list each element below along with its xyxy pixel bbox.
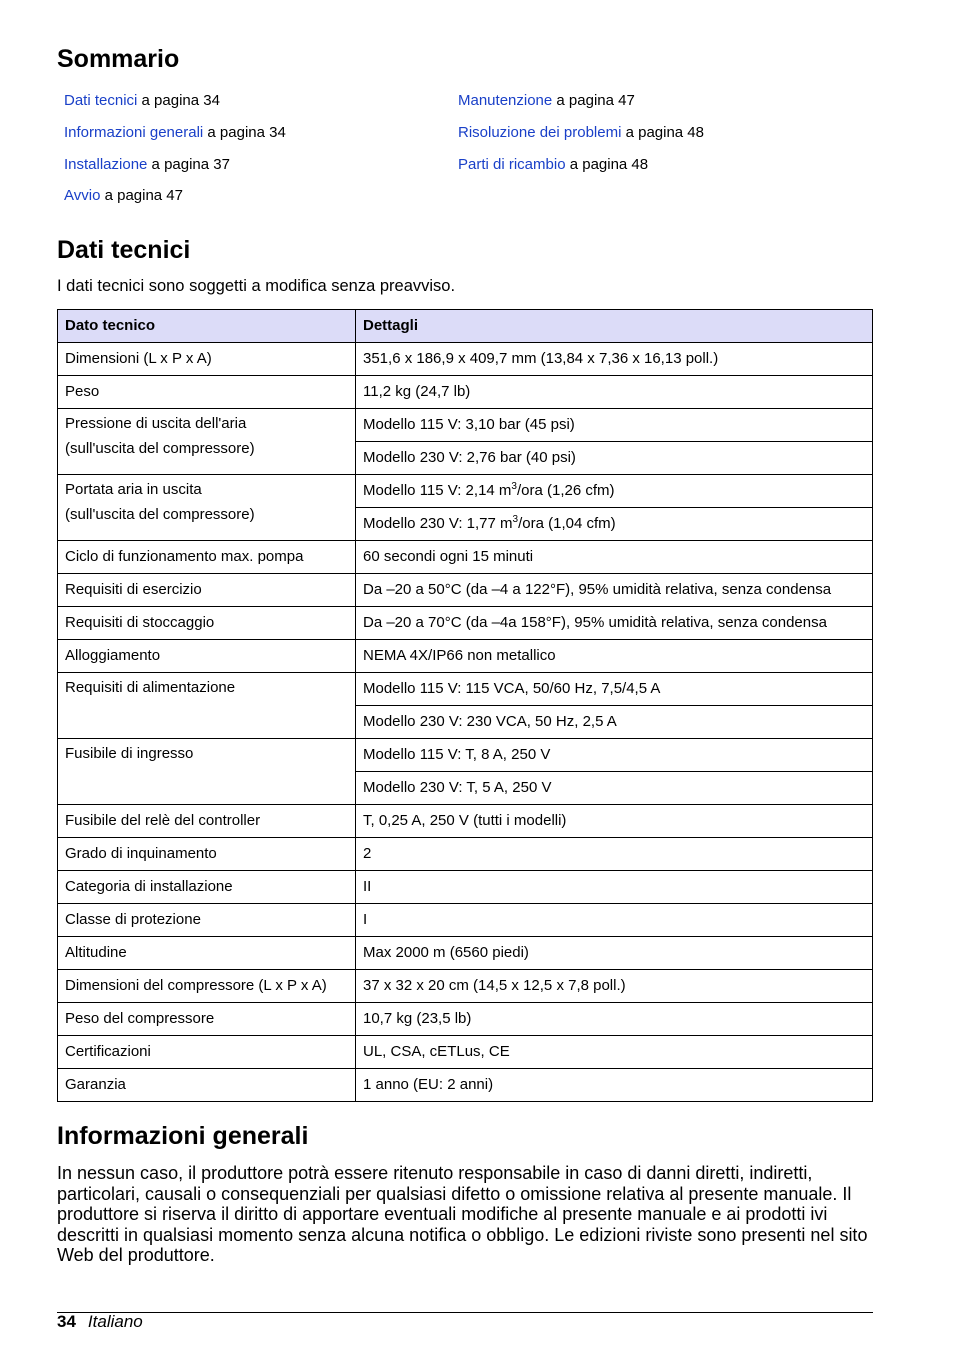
value-text: Modello 230 V: 1,77 m bbox=[363, 515, 513, 532]
spec-label: Categoria di installazione bbox=[58, 871, 356, 904]
table-row bbox=[58, 1003, 873, 1036]
summary-heading: Sommario bbox=[57, 45, 180, 73]
superscript: 3 bbox=[511, 481, 517, 492]
spec-value: 2 bbox=[356, 838, 873, 871]
toc-page-ref: a pagina 37 bbox=[147, 156, 230, 173]
table-row bbox=[58, 574, 873, 607]
superscript: 3 bbox=[512, 514, 519, 525]
spec-label: Fusibile di ingresso bbox=[58, 739, 356, 805]
spec-label: Alloggiamento bbox=[58, 640, 356, 673]
spec-value: 1 anno (EU: 2 anni) bbox=[356, 1069, 873, 1102]
table-row bbox=[58, 1069, 873, 1102]
toc-item bbox=[458, 155, 704, 187]
toc-link-informazioni-generali[interactable]: Informazioni generali bbox=[64, 124, 204, 141]
page-footer bbox=[57, 1312, 143, 1332]
toc-link-dati-tecnici[interactable]: Dati tecnici bbox=[64, 92, 138, 109]
table-row bbox=[58, 937, 873, 970]
toc-link-parti-ricambio[interactable]: Parti di ricambio bbox=[458, 156, 566, 173]
toc-page-ref: a pagina 34 bbox=[137, 92, 220, 109]
spec-value: 11,2 kg (24,7 lb) bbox=[356, 376, 873, 409]
spec-value: II bbox=[356, 871, 873, 904]
spec-label: Dimensioni del compressore (L x P x A) bbox=[58, 970, 356, 1003]
spec-value: I bbox=[356, 904, 873, 937]
toc-item bbox=[64, 155, 286, 187]
spec-label bbox=[58, 475, 356, 541]
specs-table bbox=[57, 309, 873, 1102]
table-row bbox=[58, 904, 873, 937]
value-text: /ora (1,04 cfm) bbox=[518, 515, 616, 532]
spec-label: Dimensioni (L x P x A) bbox=[58, 343, 356, 376]
spec-value: Da –20 a 50°C (da –4 a 122°F), 95% umidità relativa, senza condensa bbox=[356, 574, 873, 607]
column-header-details: Dettagli bbox=[356, 310, 873, 343]
spec-value: 351,6 x 186,9 x 409,7 mm (13,84 x 7,36 x 16,13 poll.) bbox=[356, 343, 873, 376]
spec-value: Modello 230 V: T, 5 A, 250 V bbox=[356, 772, 873, 805]
spec-value: Modello 230 V: 230 VCA, 50 Hz, 2,5 A bbox=[356, 706, 873, 739]
toc-page-ref: a pagina 47 bbox=[552, 92, 635, 109]
spec-value bbox=[356, 475, 873, 508]
spec-label: Peso del compressore bbox=[58, 1003, 356, 1036]
spec-value: Modello 115 V: T, 8 A, 250 V bbox=[356, 739, 873, 772]
toc-item bbox=[64, 91, 286, 123]
spec-value: Modello 230 V: 2,76 bar (40 psi) bbox=[356, 442, 873, 475]
toc-item bbox=[64, 186, 286, 218]
table-row bbox=[58, 673, 873, 706]
toc-page-ref: a pagina 47 bbox=[100, 187, 183, 204]
spec-value: 37 x 32 x 20 cm (14,5 x 12,5 x 7,8 poll.) bbox=[356, 970, 873, 1003]
page-number: 34 bbox=[57, 1312, 76, 1331]
column-header-spec: Dato tecnico bbox=[58, 310, 356, 343]
specs-heading: Dati tecnici bbox=[57, 236, 191, 264]
general-info-heading: Informazioni generali bbox=[57, 1122, 309, 1150]
spec-value: Modello 115 V: 115 VCA, 50/60 Hz, 7,5/4,5 A bbox=[356, 673, 873, 706]
table-row bbox=[58, 376, 873, 409]
toc-page-ref: a pagina 48 bbox=[565, 156, 649, 173]
spec-label: Requisiti di alimentazione bbox=[58, 673, 356, 739]
spec-label-line: Portata aria in uscita bbox=[65, 481, 202, 498]
table-row bbox=[58, 475, 873, 508]
spec-label: Ciclo di funzionamento max. pompa bbox=[58, 541, 356, 574]
spec-value: 60 secondi ogni 15 minuti bbox=[356, 541, 873, 574]
toc-item bbox=[458, 123, 704, 155]
spec-value: Max 2000 m (6560 piedi) bbox=[356, 937, 873, 970]
spec-value bbox=[356, 508, 873, 541]
general-info-paragraph: In nessun caso, il produttore potrà essere ritenuto responsabile in caso di danni diretti, indiretti, particolari, causali o consequenziali per qualsiasi difetto o omissione relativa al presente manuale. Il produttore si riserva il diritto di apportare eventuali modifiche al presente manuale e ai prodotti ivi descritti in qualsiasi momento senza alcuna notifica o obbligo. Le edizioni riviste sono presenti nel sito Web del produttore. bbox=[57, 1163, 868, 1265]
spec-value: 10,7 kg (23,5 lb) bbox=[356, 1003, 873, 1036]
footer-language: Italiano bbox=[87, 1312, 143, 1331]
value-text: /ora (1,26 cfm) bbox=[516, 482, 615, 499]
spec-value: UL, CSA, cETLus, CE bbox=[356, 1036, 873, 1069]
spec-label-line: Pressione di uscita dell'aria bbox=[65, 415, 247, 432]
table-row bbox=[58, 838, 873, 871]
spec-label: Peso bbox=[58, 376, 356, 409]
table-row bbox=[58, 541, 873, 574]
table-row bbox=[58, 343, 873, 376]
toc-page-ref: a pagina 34 bbox=[203, 124, 286, 141]
toc-page-ref: a pagina 48 bbox=[621, 124, 704, 141]
table-row bbox=[58, 409, 873, 442]
spec-value: NEMA 4X/IP66 non metallico bbox=[356, 640, 873, 673]
toc-item bbox=[458, 91, 704, 123]
spec-label: Fusibile del relè del controller bbox=[58, 805, 356, 838]
table-row bbox=[58, 640, 873, 673]
toc-link-manutenzione[interactable]: Manutenzione bbox=[458, 92, 553, 109]
spec-label: Classe di protezione bbox=[58, 904, 356, 937]
toc-link-installazione[interactable]: Installazione bbox=[64, 156, 148, 173]
spec-label: Requisiti di stoccaggio bbox=[58, 607, 356, 640]
spec-label: Requisiti di esercizio bbox=[58, 574, 356, 607]
toc-link-avvio[interactable]: Avvio bbox=[64, 187, 101, 204]
value-text: Modello 115 V: 2,14 m bbox=[363, 482, 512, 499]
toc-column-right bbox=[458, 91, 704, 187]
table-row bbox=[58, 871, 873, 904]
table-row bbox=[58, 607, 873, 640]
spec-label-line: (sull'uscita del compressore) bbox=[65, 440, 255, 457]
toc-column-left bbox=[64, 91, 286, 218]
toc-link-risoluzione-problemi[interactable]: Risoluzione dei problemi bbox=[458, 124, 622, 141]
table-row bbox=[58, 739, 873, 772]
spec-value: T, 0,25 A, 250 V (tutti i modelli) bbox=[356, 805, 873, 838]
footer-divider bbox=[57, 1312, 873, 1313]
table-row bbox=[58, 805, 873, 838]
spec-label: Garanzia bbox=[58, 1069, 356, 1102]
table-row bbox=[58, 970, 873, 1003]
table-header-row bbox=[58, 310, 873, 343]
toc-item bbox=[64, 123, 286, 155]
spec-label: Grado di inquinamento bbox=[58, 838, 356, 871]
spec-label bbox=[58, 409, 356, 475]
spec-value: Da –20 a 70°C (da –4a 158°F), 95% umidità relativa, senza condensa bbox=[356, 607, 873, 640]
spec-value: Modello 115 V: 3,10 bar (45 psi) bbox=[356, 409, 873, 442]
specs-intro: I dati tecnici sono soggetti a modifica senza preavviso. bbox=[57, 277, 456, 295]
spec-label: Altitudine bbox=[58, 937, 356, 970]
table-row bbox=[58, 1036, 873, 1069]
spec-label: Certificazioni bbox=[58, 1036, 356, 1069]
spec-label-line: (sull'uscita del compressore) bbox=[65, 506, 255, 523]
